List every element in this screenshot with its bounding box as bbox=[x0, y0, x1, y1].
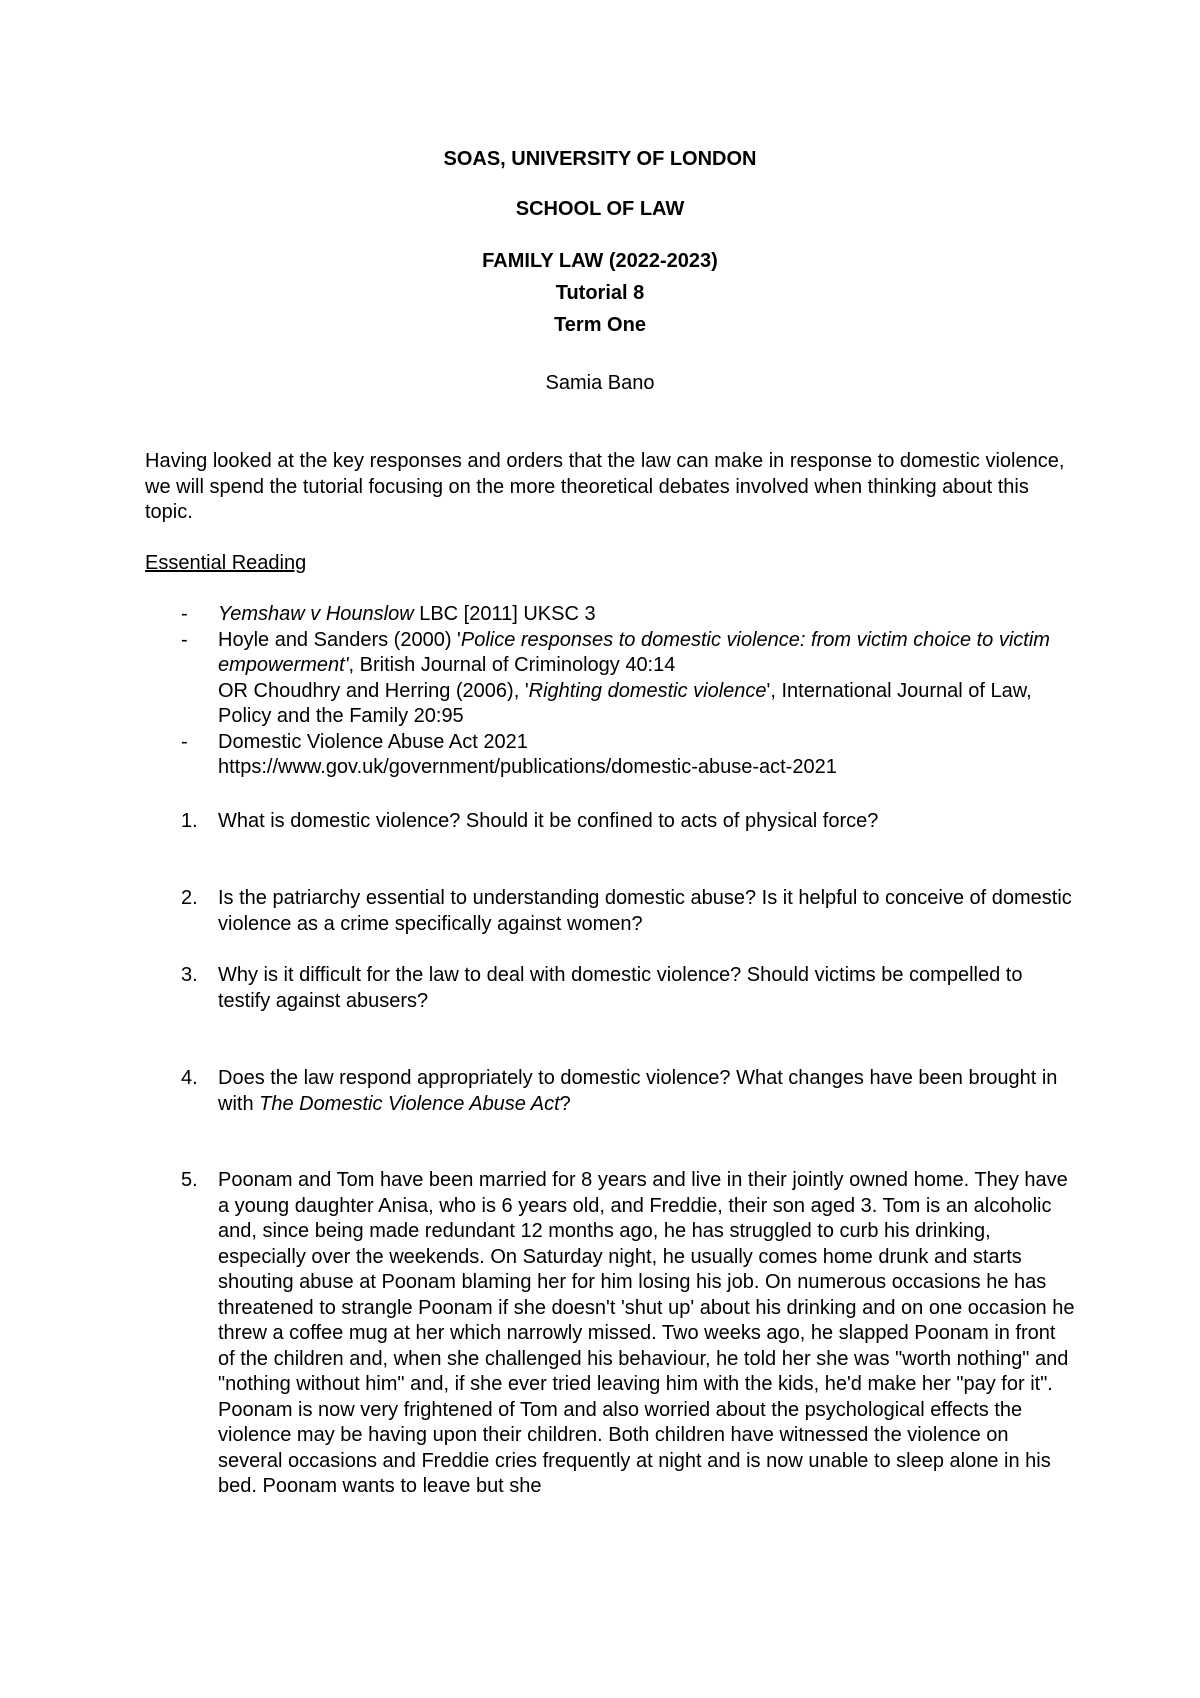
question-4 bbox=[145, 1066, 1075, 1117]
question-number: 2. bbox=[181, 887, 198, 909]
intro-paragraph: Having looked at the key responses and orders that the law can make in response to domestic violence, we will spend the tutorial focusing on the more theoretical debates involved when thinking about this topic. bbox=[145, 450, 1065, 523]
journal-citation: , British Journal of Criminology 40:14 bbox=[348, 654, 676, 676]
bullet-marker: - bbox=[181, 628, 188, 651]
question-end: ? bbox=[559, 1092, 571, 1115]
act-title: Domestic Violence Abuse Act 2021 bbox=[218, 730, 528, 753]
scenario-text: Poonam and Tom have been married for 8 years and live in their jointly owned home. They have a young daughter Anisa, who is 6 years old, and Freddie, their son aged 3. Tom is an alcoholic and, since being made redundant 12 months ago, he has struggled to curb his drinking, especially over the weekends. On Saturday night, he usually comes home drunk and starts shouting abuse at Poonam blaming her for him losing his job. On numerous occasions he has threatened to strangle Poonam if she doesn't 'shut up' about his drinking and on one occasion he threw a coffee mug at her which narrowly missed. Two weeks ago, he slapped Poonam in front of the children and, when she challenged his behaviour, he told her she was "worth nothing" and "nothing without him" and, if she ever tried leaving him with the kids, he'd make her "pay for it". Poonam is now very frightened of Tom and also worried about the psychological effects the violence may be having upon their children. Both children have witnessed the violence on several occasions and Freddie cries frequently at night and is now unable to sleep alone in his bed. Poonam wants to leave but she bbox=[218, 1169, 1075, 1497]
institution-heading: SOAS, UNIVERSITY OF LONDON bbox=[443, 148, 757, 170]
question-1 bbox=[145, 809, 1075, 835]
case-name: Yemshaw v Hounslow bbox=[218, 603, 414, 625]
tutorial-heading: Tutorial 8 bbox=[555, 282, 645, 304]
question-text: Does the law respond appropriately to domestic violence? What changes have been brought in with bbox=[218, 1067, 1058, 1115]
act-url: https://www.gov.uk/government/publications/domestic-abuse-act-2021 bbox=[218, 756, 837, 778]
reading-citation: Hoyle and Sanders (2000) ' bbox=[218, 628, 461, 651]
case-citation: LBC [2011] UKSC 3 bbox=[413, 603, 596, 625]
reading-item bbox=[145, 602, 1075, 628]
question-2 bbox=[145, 886, 1075, 937]
question-3 bbox=[145, 963, 1075, 1014]
essential-reading-heading: Essential Reading bbox=[145, 552, 307, 574]
question-text: Is the patriarchy essential to understanding domestic abuse? Is it helpful to conceive of domestic violence as a crime specifically against women? bbox=[218, 887, 1072, 935]
reading-item bbox=[145, 628, 1075, 730]
question-number: 1. bbox=[181, 810, 198, 832]
alt-article-title: Righting domestic violence bbox=[528, 679, 767, 702]
course-heading: FAMILY LAW (2022-2023) bbox=[482, 250, 718, 272]
question-5 bbox=[145, 1168, 1075, 1500]
alt-journal-citation: ', International Journal of Law, Policy and the Family 20:95 bbox=[218, 679, 1032, 727]
question-number: 5. bbox=[181, 1169, 198, 1191]
question-text: What is domestic violence? Should it be confined to acts of physical force? bbox=[218, 810, 879, 832]
bullet-marker: - bbox=[181, 730, 188, 753]
question-number: 3. bbox=[181, 964, 198, 986]
question-text: Why is it difficult for the law to deal with domestic violence? Should victims be compelled to testify against abusers? bbox=[218, 964, 1023, 1012]
school-heading: SCHOOL OF LAW bbox=[515, 198, 685, 220]
bullet-marker: - bbox=[181, 603, 188, 625]
article-title: Police responses to domestic violence: from victim choice to victim empowerment' bbox=[218, 628, 1050, 676]
reading-list bbox=[145, 602, 1075, 781]
act-reference: The Domestic Violence Abuse Act bbox=[259, 1092, 560, 1115]
author-name: Samia Bano bbox=[545, 372, 655, 394]
term-heading: Term One bbox=[554, 314, 646, 336]
question-number: 4. bbox=[181, 1067, 198, 1089]
alt-reading-citation: OR Choudhry and Herring (2006), ' bbox=[218, 679, 529, 702]
reading-item bbox=[145, 730, 1075, 781]
